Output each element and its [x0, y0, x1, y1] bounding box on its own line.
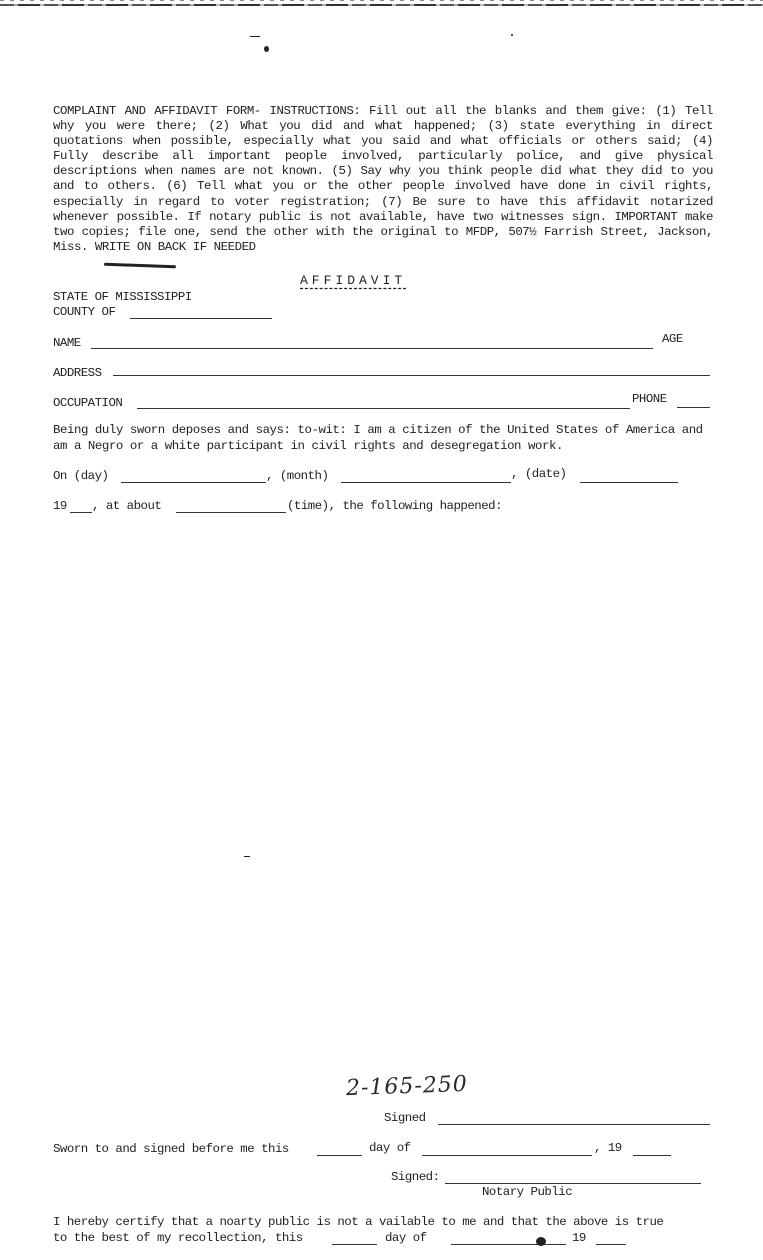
sworn-year-field[interactable]	[633, 1155, 671, 1156]
pen-underline-mark	[104, 263, 176, 269]
phone-label: PHONE	[632, 392, 667, 406]
notary-public-label: Notary Public	[482, 1185, 573, 1199]
year-prefix: 19	[53, 499, 67, 513]
sworn-day-field[interactable]	[317, 1155, 362, 1156]
sworn-month-field[interactable]	[422, 1155, 592, 1156]
name-label: NAME	[53, 336, 81, 350]
time-field[interactable]	[176, 512, 286, 513]
instructions-text: COMPLAINT AND AFFIDAVIT FORM- INSTRUCTIONS: Fill out all the blanks and them give: (1) Tell why you were there; (2) What you did and what happened; (3) state everything in direct quotations when possible, especially what you said and what officials or others said; (4) Fully describe all important people involved, particularly police, and give physical descriptions when names are not known. (5) Say why you think people did what they did to you and to others. (6) Tell what you or the other people involved have done in civil rights, especially in regard to voter registration; (7) Be sure to have this affidavit notarized whenever possible. If notary public is not available, have two witnesses sign. IMPORTANT make two copies; file one, send the other with the original to MFDP, 507½ Farrish Street, Jackson, Miss. WRITE ON BACK IF NEEDED	[53, 104, 713, 254]
time-suffix-label: (time), the following happened:	[287, 499, 503, 513]
name-field[interactable]	[91, 348, 653, 349]
date-label: , (date)	[511, 467, 567, 481]
affidavit-title: AFFIDAVIT	[300, 273, 407, 288]
scan-speck	[244, 856, 250, 857]
county-field[interactable]	[130, 318, 272, 319]
state-label: STATE OF MISSISSIPPI	[53, 290, 192, 304]
signed-label: Signed	[384, 1111, 426, 1125]
handwritten-number: 2-165-250	[345, 1071, 469, 1102]
signature-field[interactable]	[438, 1124, 710, 1125]
ink-blot	[536, 1237, 546, 1246]
date-field[interactable]	[580, 482, 678, 483]
sworn-day-of-label: day of	[369, 1141, 411, 1155]
sworn-prefix: Sworn to and signed before me this	[53, 1142, 289, 1156]
certify-year-field[interactable]	[596, 1244, 626, 1245]
month-field[interactable]	[341, 482, 511, 483]
scan-speck	[250, 36, 260, 37]
certify-day-of-label: day of	[385, 1231, 427, 1245]
occupation-field[interactable]	[137, 408, 630, 409]
certify-line-1: I hereby certify that a noarty public is not a vailable to me and that the above is true	[53, 1215, 664, 1229]
certify-month-field[interactable]	[451, 1244, 566, 1245]
scan-top-edge	[0, 4, 763, 6]
certify-year-label: 19	[572, 1231, 586, 1245]
age-label: AGE	[662, 332, 683, 346]
phone-field[interactable]	[677, 407, 710, 408]
at-about-label: , at about	[92, 499, 162, 513]
scan-edge-dashes	[0, 0, 763, 1]
certify-prefix: to the best of my recollection, this	[53, 1231, 303, 1245]
address-field[interactable]	[113, 375, 710, 376]
county-label: COUNTY OF	[53, 305, 116, 319]
sworn-year-label: , 19	[594, 1141, 622, 1155]
scan-speck	[264, 46, 269, 52]
year-field[interactable]	[70, 512, 92, 513]
notary-signature-field[interactable]	[445, 1183, 701, 1184]
occupation-label: OCCUPATION	[53, 396, 123, 410]
day-field[interactable]	[121, 482, 266, 483]
certify-day-field[interactable]	[332, 1244, 377, 1245]
sworn-statement: Being duly sworn deposes and says: to-wit: I am a citizen of the United States of America and am a Negro or a white participant in civil rights and desegregation work.	[53, 423, 703, 453]
address-label: ADDRESS	[53, 366, 102, 380]
day-label: On (day)	[53, 469, 109, 483]
scan-speck	[511, 34, 513, 36]
month-label: , (month)	[266, 469, 329, 483]
notary-signed-label: Signed:	[391, 1170, 440, 1184]
